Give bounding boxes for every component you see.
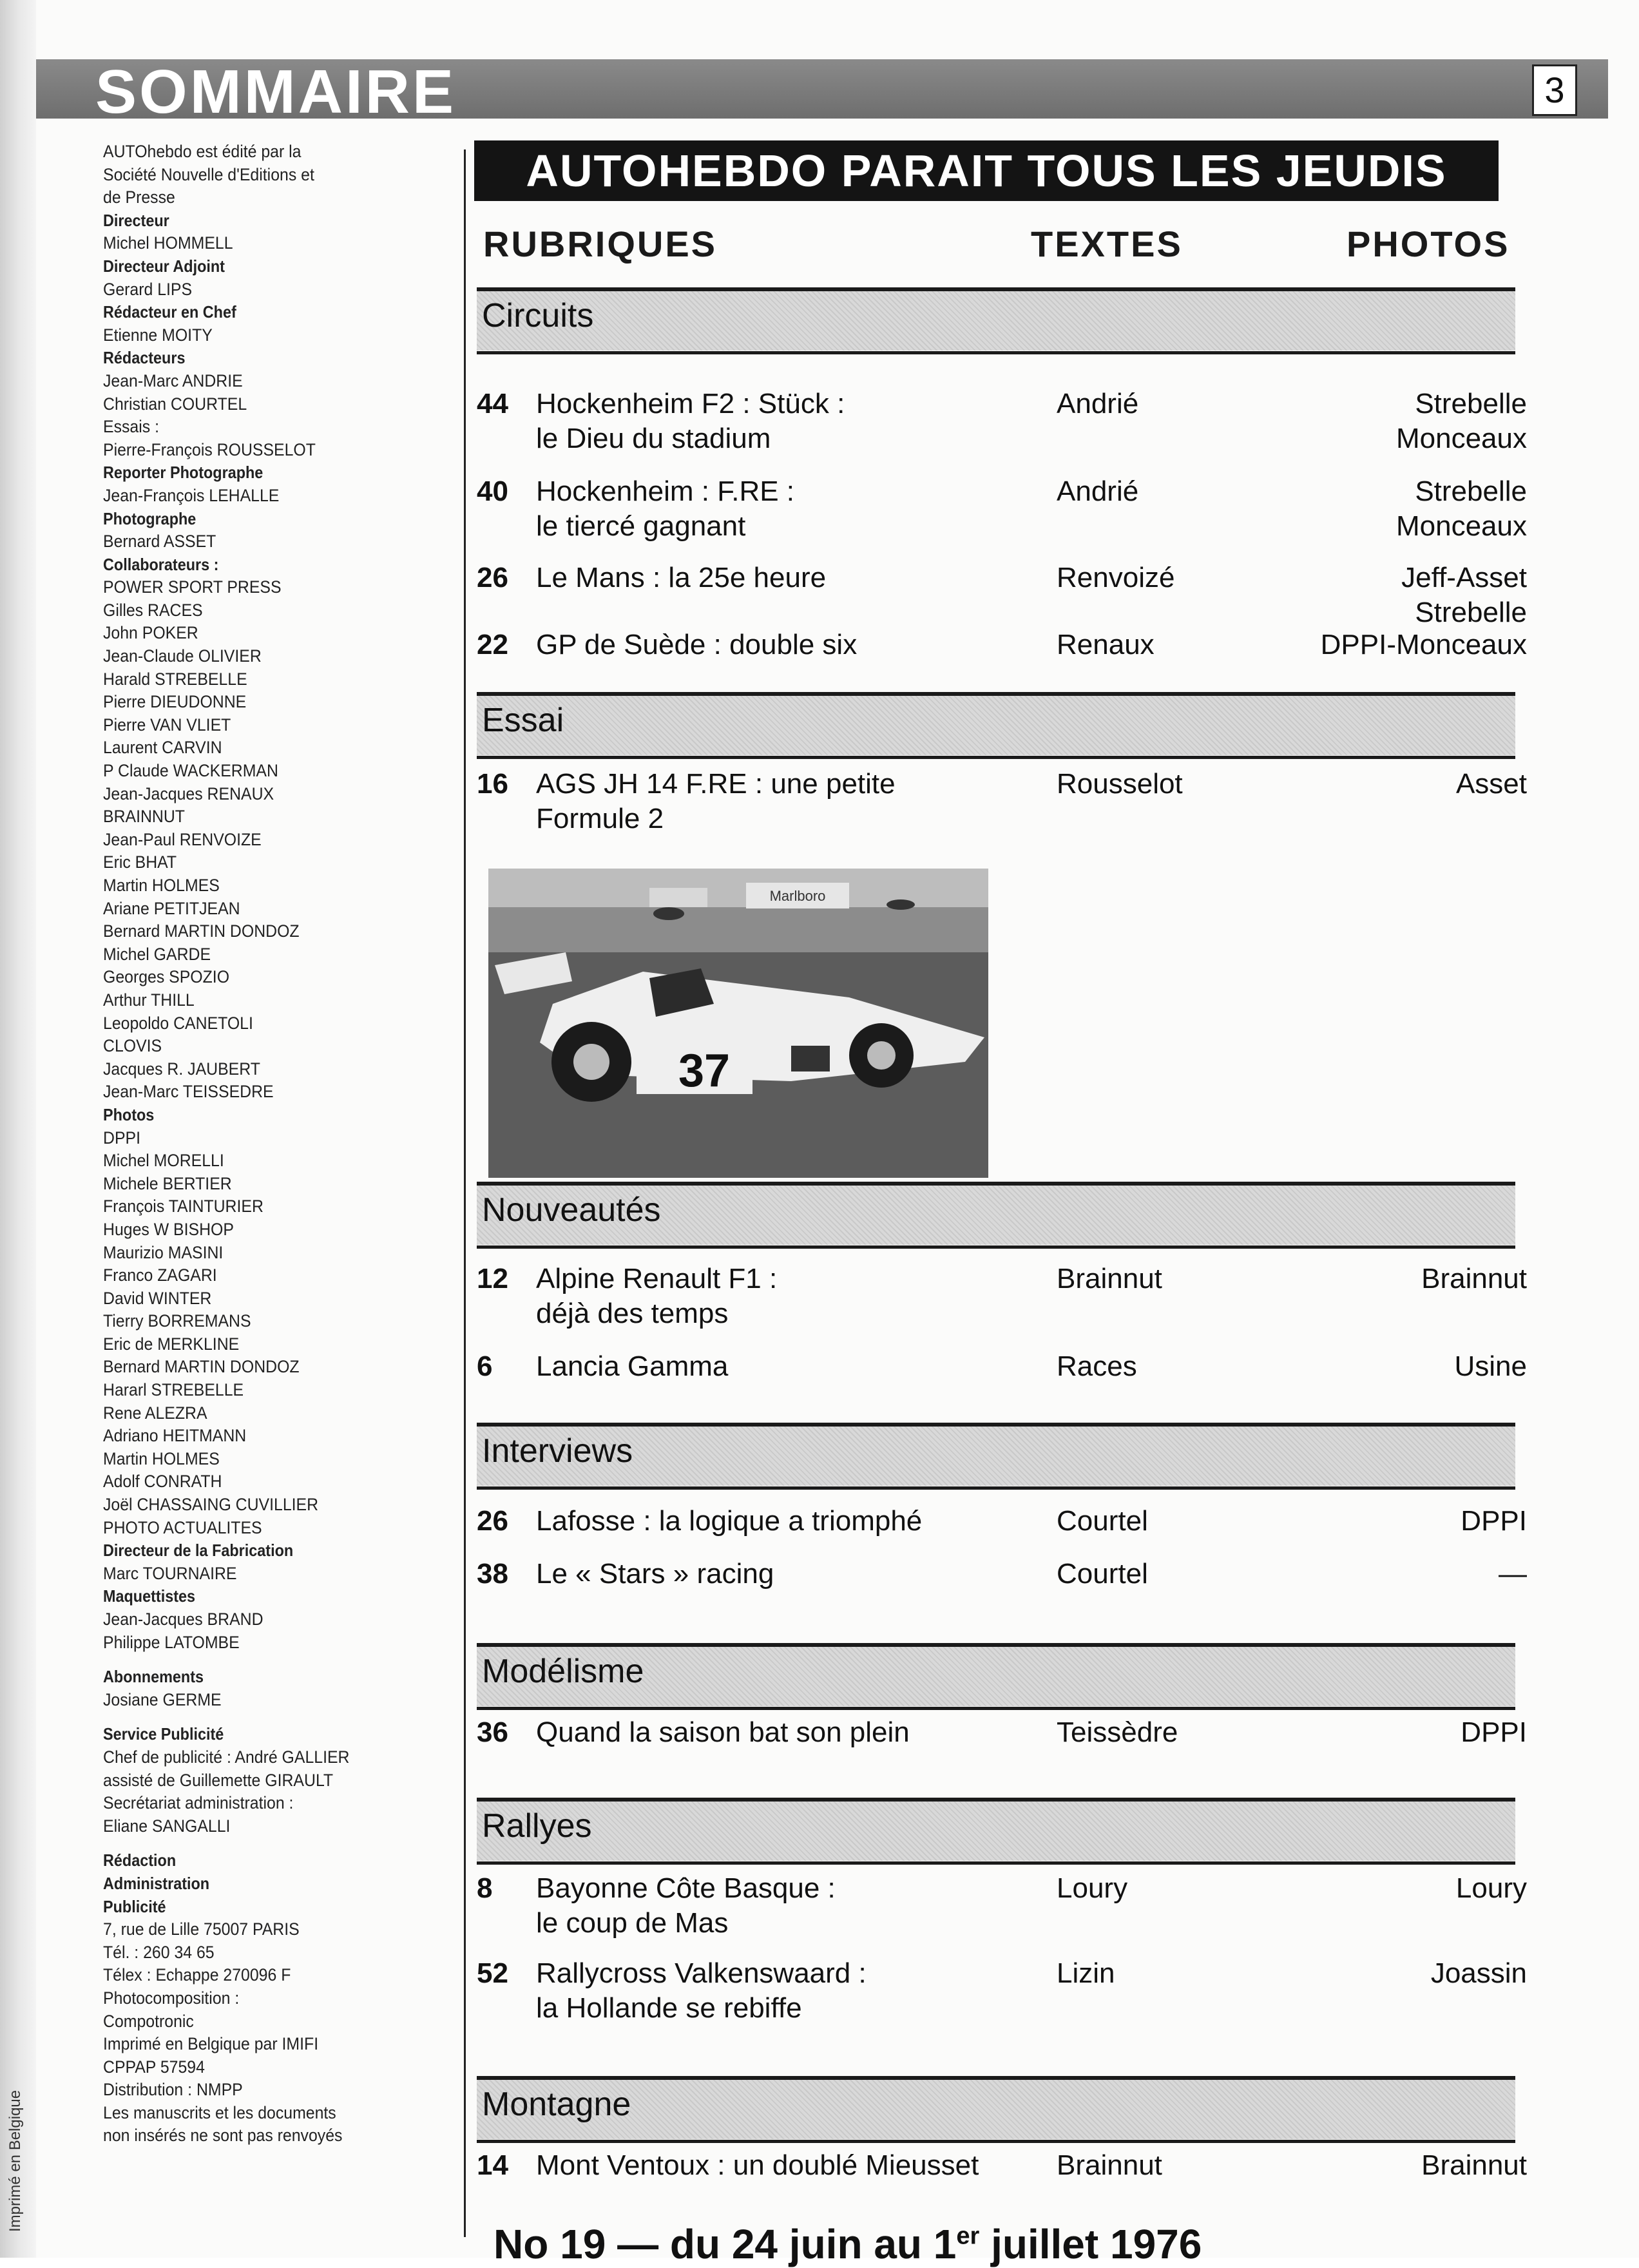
spine-text: Imprimé en Belgique (6, 2090, 24, 2232)
credit-line: Ariane PETITJEAN (103, 898, 240, 918)
section-rule (477, 1707, 1515, 1710)
credit-line: Philippe LATOMBE (103, 1632, 240, 1652)
entry-author: Rousselot (1057, 768, 1183, 800)
section-label: Interviews (482, 1432, 633, 1470)
entry-title (536, 1349, 1116, 1384)
credit-line: Martin HOLMES (103, 876, 220, 895)
credit-line: Leopoldo CANETOLI (103, 1013, 253, 1033)
entry-title (536, 1504, 1116, 1539)
credits-gap (103, 1838, 451, 1849)
entry-author: Loury (1057, 1872, 1128, 1904)
entry-page-number: 8 (477, 1872, 493, 1904)
credit-heading: Publicité (103, 1896, 166, 1916)
entry-photographer (1314, 561, 1527, 630)
entry-title (536, 1262, 1116, 1331)
entry-photo-credit: DPPI-Monceaux (1320, 629, 1527, 660)
credit-heading: Reporter Photographe (103, 463, 264, 483)
credit-line: Jean-Paul RENVOIZE (103, 829, 262, 849)
section-rule (477, 351, 1515, 354)
section-header (477, 1798, 1515, 1861)
race-car-photo (488, 869, 988, 1178)
entry-title-line: la Hollande se rebiffe (536, 1992, 802, 2024)
credit-line: Harald STREBELLE (103, 669, 247, 689)
entry-title-line: le tiercé gagnant (536, 510, 746, 542)
column-header-photos: PHOTOS (1347, 224, 1510, 264)
entry-photo-credit: Strebelle (1415, 597, 1527, 628)
credit-line: assisté de Guillemette GIRAULT (103, 1770, 334, 1790)
entry-photo-credit: Loury (1455, 1872, 1527, 1904)
entry-photographer (1314, 628, 1527, 662)
credit-line: POWER SPORT PRESS (103, 577, 282, 597)
entry-title-line: Alpine Renault F1 : (536, 1263, 778, 1294)
credit-line: Tierry BORREMANS (103, 1311, 251, 1331)
credit-heading: Administration (103, 1873, 210, 1893)
entry-page-number: 26 (477, 1505, 508, 1537)
credit-heading: Rédacteurs (103, 348, 186, 368)
entry-photographer (1314, 474, 1527, 544)
entry-author: Brainnut (1057, 2149, 1162, 2181)
entry-title (536, 1956, 1116, 2026)
section-header (477, 1182, 1515, 1245)
credit-line: Michel GARDE (103, 944, 211, 964)
credit-line: Pierre DIEUDONNE (103, 692, 247, 712)
credit-line: Michel MORELLI (103, 1151, 224, 1171)
column-header-textes: TEXTES (1031, 224, 1183, 264)
section-header (477, 1423, 1515, 1486)
entry-title-line: Le « Stars » racing (536, 1558, 774, 1590)
section-rule (477, 2140, 1515, 2143)
entry-title (536, 1557, 1116, 1591)
credit-line: Martin HOLMES (103, 1448, 220, 1468)
entry-page-number: 44 (477, 388, 508, 419)
credit-heading: Directeur (103, 210, 169, 230)
credit-line: Eliane SANGALLI (103, 1816, 231, 1836)
credit-line: Marc TOURNAIRE (103, 1563, 237, 1583)
credit-line: Eric BHAT (103, 852, 177, 872)
credit-line: CPPAP 57594 (103, 2057, 205, 2077)
entry-photo-credit: Brainnut (1421, 2149, 1527, 2181)
entry-title-line: Bayonne Côte Basque : (536, 1872, 836, 1904)
credit-line: Jean-François LEHALLE (103, 485, 280, 505)
entry-title (536, 561, 1116, 595)
entry-title (536, 628, 1116, 662)
entry-title-line: le coup de Mas (536, 1907, 729, 1939)
credit-line: 7, rue de Lille 75007 PARIS (103, 1919, 300, 1939)
section-rule (477, 1861, 1515, 1865)
entry-title-line: Quand la saison bat son plein (536, 1716, 910, 1748)
credit-line: Etienne MOITY (103, 325, 213, 345)
entry-photographer (1314, 767, 1527, 802)
credit-line: Jean-Claude OLIVIER (103, 646, 262, 666)
entry-title (536, 1715, 1116, 1750)
credit-heading: Service Publicité (103, 1724, 224, 1744)
credit-line: Joël CHASSAING CUVILLIER (103, 1495, 319, 1515)
issue-footer (494, 2220, 1202, 2268)
entry-photographer (1314, 1871, 1527, 1906)
entry-photographer (1314, 1262, 1527, 1296)
entry-photographer (1314, 1956, 1527, 1991)
entry-title-line: déjà des temps (536, 1298, 729, 1329)
entry-photographer (1314, 1504, 1527, 1539)
entry-page-number: 22 (477, 629, 508, 660)
credit-line: PHOTO ACTUALITES (103, 1517, 262, 1537)
credit-line: Jean-Jacques BRAND (103, 1610, 264, 1629)
credit-heading: Collaborateurs : (103, 554, 219, 574)
page-number: 3 (1532, 64, 1577, 116)
entry-page-number: 26 (477, 562, 508, 593)
track-sign: Marlboro (769, 888, 826, 904)
credit-heading: Directeur de la Fabrication (103, 1541, 294, 1561)
credit-line: P Claude WACKERMAN (103, 761, 278, 781)
credit-line: Société Nouvelle d'Editions et (103, 164, 314, 184)
credit-line: Michele BERTIER (103, 1173, 232, 1193)
credits-gap (103, 1711, 451, 1723)
entry-title (536, 387, 1116, 456)
entry-title (536, 767, 1116, 836)
entry-photo-credit: Jeff-Asset (1401, 562, 1527, 593)
entry-photographer (1314, 1557, 1527, 1591)
credit-line: DPPI (103, 1128, 140, 1148)
credit-line: Hararl STREBELLE (103, 1380, 244, 1400)
credit-line: Essais : (103, 417, 159, 437)
credit-line: Josiane GERME (103, 1689, 222, 1709)
entry-photo-credit: Usine (1454, 1350, 1527, 1382)
credit-line: Les manuscrits et les documents (103, 2102, 336, 2122)
entry-title-line: le Dieu du stadium (536, 423, 771, 454)
entry-author: Courtel (1057, 1505, 1148, 1537)
credit-line: François TAINTURIER (103, 1196, 264, 1216)
credit-line: Tél. : 260 34 65 (103, 1942, 215, 1962)
credit-line: Eric de MERKLINE (103, 1334, 240, 1354)
entry-photographer (1314, 1349, 1527, 1384)
credit-line: Pierre-François ROUSSELOT (103, 439, 316, 459)
credit-line: Photocomposition : (103, 1988, 240, 2008)
entry-photo-credit: Monceaux (1395, 510, 1527, 542)
section-label: Montagne (482, 2086, 631, 2123)
credit-line: Gilles RACES (103, 600, 203, 620)
issue-footer-end: juillet 1976 (979, 2221, 1202, 2267)
header-bar (36, 57, 1608, 126)
issue-footer-sup: er (956, 2222, 980, 2250)
entry-page-number: 14 (477, 2149, 508, 2181)
entry-author: Renvoizé (1057, 562, 1175, 593)
entry-title (536, 1871, 1116, 1941)
credit-line: Adriano HEITMANN (103, 1426, 247, 1446)
entry-photo-credit: — (1499, 1558, 1527, 1590)
entry-photo-credit: DPPI (1461, 1716, 1527, 1748)
race-car-illustration (488, 869, 988, 1178)
entry-title-line: Hockenheim : F.RE : (536, 476, 795, 507)
credit-heading: Maquettistes (103, 1586, 196, 1606)
credit-heading: Rédaction (103, 1850, 177, 1870)
credit-line: CLOVIS (103, 1036, 162, 1056)
entry-photographer (1314, 1715, 1527, 1750)
entry-photo-credit: Monceaux (1395, 423, 1527, 454)
credit-line: Bernard MARTIN DONDOZ (103, 1357, 300, 1377)
credit-heading: Photos (103, 1104, 155, 1124)
entry-title-line: Hockenheim F2 : Stück : (536, 388, 845, 419)
credit-line: Compotronic (103, 2011, 194, 2031)
section-label: Modélisme (482, 1653, 644, 1690)
credit-line: Chef de publicité : André GALLIER (103, 1747, 350, 1767)
column-header-rubriques: RUBRIQUES (483, 224, 718, 264)
credit-line: Michel HOMMELL (103, 233, 233, 253)
credit-line: Christian COURTEL (103, 394, 247, 414)
credit-line: Jean-Jacques RENAUX (103, 783, 274, 803)
credit-heading: Rédacteur en Chef (103, 302, 236, 322)
section-rule (477, 1486, 1515, 1490)
credit-line: Maurizio MASINI (103, 1242, 224, 1262)
credits-gap (103, 1654, 451, 1666)
entry-photo-credit: Joassin (1430, 1957, 1527, 1989)
entry-title-line: GP de Suède : double six (536, 629, 858, 660)
section-label: Essai (482, 702, 564, 739)
credit-line: Bernard MARTIN DONDOZ (103, 921, 300, 941)
credit-line: Jean-Marc TEISSEDRE (103, 1082, 274, 1102)
section-label: Rallyes (482, 1807, 592, 1845)
entry-page-number: 12 (477, 1263, 508, 1294)
entry-page-number: 38 (477, 1558, 508, 1590)
car-number: 37 (678, 1045, 731, 1097)
page-title: SOMMAIRE (95, 57, 456, 126)
entry-photo-credit: Brainnut (1421, 1263, 1527, 1294)
credit-line: non insérés ne sont pas renvoyés (103, 2126, 343, 2146)
entry-photo-credit: DPPI (1461, 1505, 1527, 1537)
entry-page-number: 16 (477, 768, 508, 800)
section-header (477, 1643, 1515, 1706)
entry-author: Andrié (1057, 476, 1139, 507)
credit-line: Distribution : NMPP (103, 2080, 243, 2100)
section-header (477, 287, 1515, 351)
entry-author: Brainnut (1057, 1263, 1162, 1294)
entry-author: Races (1057, 1350, 1137, 1382)
entry-photographer (1314, 2148, 1527, 2183)
credit-line: AUTOhebdo est édité par la (103, 142, 302, 161)
credit-line: Télex : Echappe 270096 F (103, 1965, 291, 1985)
credit-line: Pierre VAN VLIET (103, 715, 231, 735)
entry-photo-credit: Asset (1455, 768, 1527, 800)
section-rule (477, 756, 1515, 759)
entry-title-line: Lancia Gamma (536, 1350, 729, 1382)
section-header (477, 692, 1515, 755)
section-rule (477, 1245, 1515, 1249)
credit-heading: Photographe (103, 508, 196, 528)
entry-title-line: Le Mans : la 25e heure (536, 562, 827, 593)
entry-page-number: 6 (477, 1350, 493, 1382)
credit-line: Secrétariat administration : (103, 1793, 294, 1813)
credit-line: Jacques R. JAUBERT (103, 1059, 260, 1079)
column-divider (464, 149, 466, 2237)
section-header (477, 2076, 1515, 2139)
credit-line: Arthur THILL (103, 990, 195, 1010)
entry-author: Lizin (1057, 1957, 1115, 1989)
credit-line: Georges SPOZIO (103, 967, 230, 987)
credit-line: Bernard ASSET (103, 532, 216, 552)
entry-title (536, 2148, 1116, 2183)
credit-line: Laurent CARVIN (103, 738, 222, 758)
entry-title-line: Lafosse : la logique a triomphé (536, 1505, 923, 1537)
entry-page-number: 52 (477, 1957, 508, 1989)
entry-title-line: Mont Ventoux : un doublé Mieusset (536, 2149, 979, 2181)
entry-author: Courtel (1057, 1558, 1148, 1590)
publication-banner: AUTOHEBDO PARAIT TOUS LES JEUDIS (474, 140, 1499, 201)
entry-author: Renaux (1057, 629, 1155, 660)
section-label: Nouveautés (482, 1191, 661, 1229)
credit-line: David WINTER (103, 1288, 212, 1308)
credit-line: Rene ALEZRA (103, 1403, 207, 1423)
credit-line: Gerard LIPS (103, 279, 193, 299)
credit-line: de Presse (103, 187, 175, 207)
section-label: Circuits (482, 297, 594, 334)
entry-title (536, 474, 1116, 544)
credit-line: Franco ZAGARI (103, 1265, 217, 1285)
credit-line: BRAINNUT (103, 807, 185, 827)
entry-photo-credit: Strebelle (1415, 476, 1527, 507)
masthead-credits (103, 140, 451, 2148)
entry-page-number: 36 (477, 1716, 508, 1748)
credit-line: Jean-Marc ANDRIE (103, 370, 243, 390)
entry-title-line: Rallycross Valkenswaard : (536, 1957, 867, 1989)
page-binding (0, 0, 36, 2258)
entry-title-line: AGS JH 14 F.RE : une petite (536, 768, 896, 800)
credit-heading: Directeur Adjoint (103, 256, 225, 276)
credit-line: Imprimé en Belgique par IMIFI (103, 2034, 319, 2054)
entry-title-line: Formule 2 (536, 803, 664, 834)
credit-line: John POKER (103, 623, 198, 643)
credit-line: Adolf CONRATH (103, 1472, 222, 1492)
entry-photographer (1314, 387, 1527, 456)
entry-page-number: 40 (477, 476, 508, 507)
entry-author: Andrié (1057, 388, 1139, 419)
credit-line: Huges W BISHOP (103, 1219, 234, 1239)
credit-heading: Abonnements (103, 1667, 204, 1687)
entry-photo-credit: Strebelle (1415, 388, 1527, 419)
entry-author: Teissèdre (1057, 1716, 1178, 1748)
issue-footer-main: No 19 — du 24 juin au 1 (494, 2221, 957, 2267)
